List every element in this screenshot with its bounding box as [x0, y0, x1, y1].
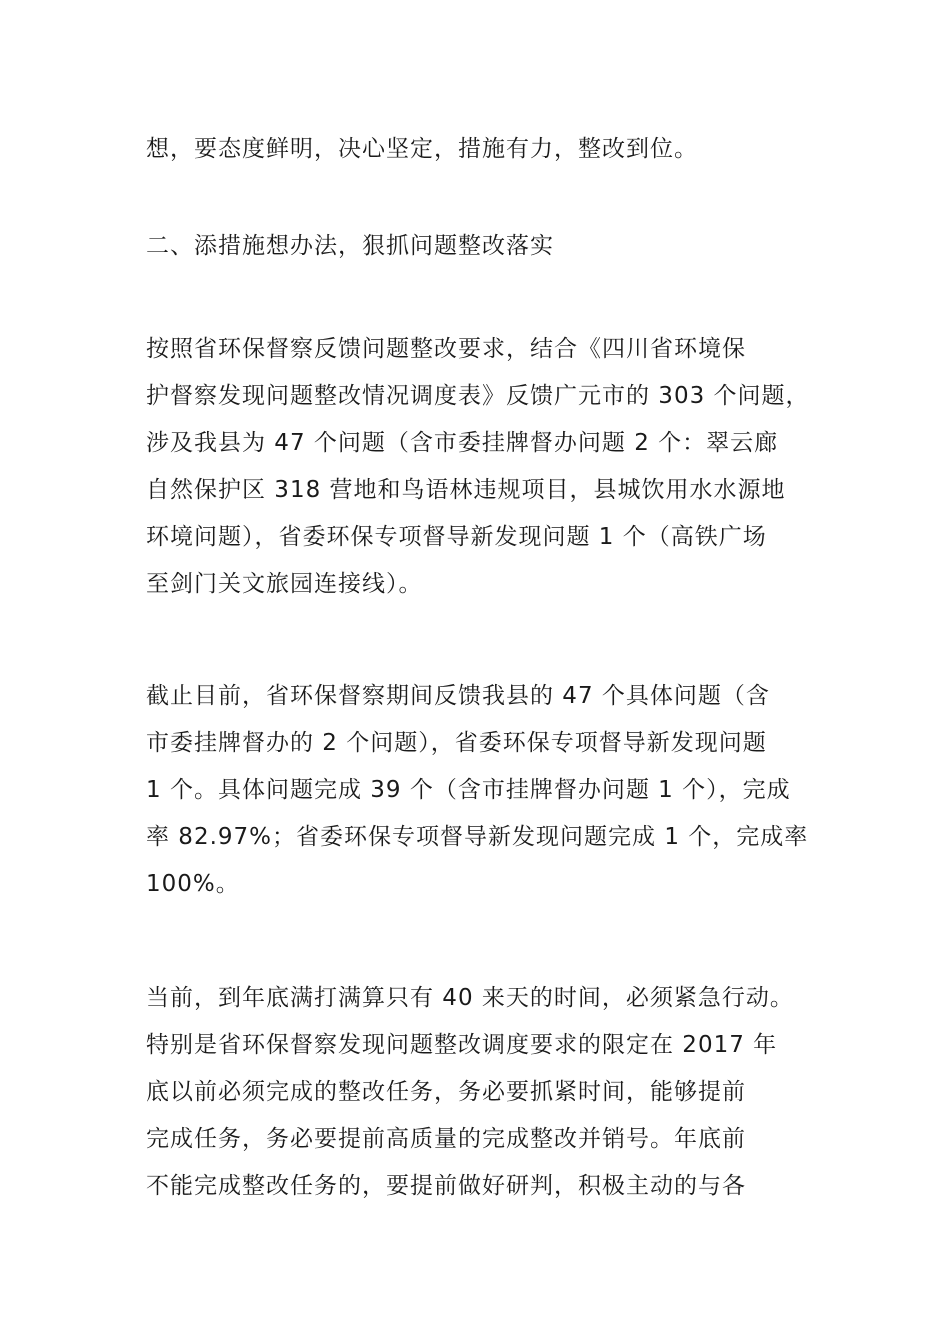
text-line: 想，要态度鲜明，决心坚定，措施有力，整改到位。 — [146, 136, 698, 162]
text-line: 100%。 — [146, 871, 240, 897]
text-line: 率 82.97%；省委环保专项督导新发现问题完成 1 个，完成率 — [146, 824, 809, 850]
text-line: 自然保护区 318 营地和鸟语林违规项目，县城饮用水水源地 — [146, 477, 786, 503]
text-line: 当前，到年底满打满算只有 40 来天的时间，必须紧急行动。 — [146, 985, 794, 1011]
text-line: 特别是省环保督察发现问题整改调度要求的限定在 2017 年 — [146, 1032, 778, 1058]
text-line: 涉及我县为 47 个问题（含市委挂牌督办问题 2 个：翠云廊 — [146, 430, 779, 456]
text-line: 至剑门关文旅园连接线）。 — [146, 571, 423, 597]
text-line: 环境问题），省委环保专项督导新发现问题 1 个（高铁广场 — [146, 524, 767, 550]
paragraph-closing-line — [146, 126, 826, 173]
heading-text: 二、添措施想办法，狠抓问题整改落实 — [146, 233, 554, 259]
paragraph-deadline — [146, 975, 826, 1210]
paragraph-progress — [146, 673, 826, 908]
text-line: 截止目前，省环保督察期间反馈我县的 47 个具体问题（含 — [146, 683, 770, 709]
section-heading — [146, 223, 826, 270]
text-line: 完成任务，务必要提前高质量的完成整改并销号。年底前 — [146, 1126, 746, 1152]
paragraph-requirements — [146, 326, 826, 608]
text-line: 底以前必须完成的整改任务，务必要抓紧时间，能够提前 — [146, 1079, 746, 1105]
text-line: 市委挂牌督办的 2 个问题），省委环保专项督导新发现问题 — [146, 730, 767, 756]
text-line: 护督察发现问题整改情况调度表》反馈广元市的 303 个问题， — [146, 383, 810, 409]
text-line: 1 个。具体问题完成 39 个（含市挂牌督办问题 1 个），完成 — [146, 777, 791, 803]
text-line: 不能完成整改任务的，要提前做好研判，积极主动的与各 — [146, 1173, 746, 1199]
text-line: 按照省环保督察反馈问题整改要求，结合《四川省环境保 — [146, 336, 746, 362]
